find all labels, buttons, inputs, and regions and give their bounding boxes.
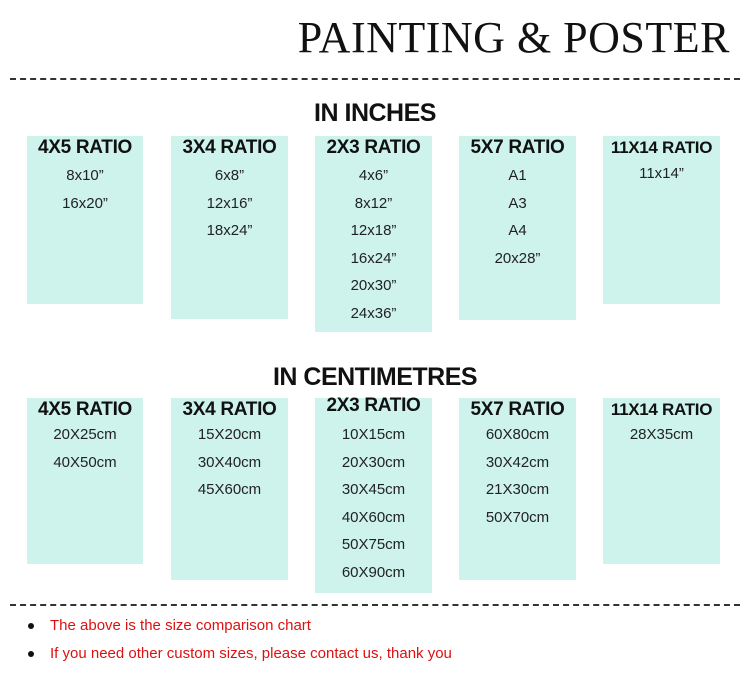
size-list [603, 160, 720, 188]
size-list [171, 162, 288, 245]
size-list [171, 421, 288, 504]
ratio-label: 2X3 RATIO [326, 395, 421, 416]
size-item: 30X40cm [197, 453, 262, 471]
size-item: 8x12” [354, 194, 393, 212]
size-list [315, 162, 432, 327]
size-item: A3 [508, 194, 527, 212]
size-item: 16x20” [62, 194, 108, 212]
size-item: A1 [508, 167, 527, 184]
size-list [459, 162, 576, 272]
size-list [315, 421, 432, 586]
size-item: 20x30” [350, 277, 397, 294]
size-item: 21X30cm [485, 481, 550, 498]
size-item: 15X20cm [197, 426, 262, 443]
size-item: 6x8” [214, 167, 245, 184]
size-item: 45X60cm [197, 481, 262, 498]
size-item: 60X90cm [341, 563, 406, 581]
ratio-label: 11X14 RATIO [610, 400, 713, 419]
section-title-inches: IN INCHES [314, 99, 436, 127]
size-item: 50X70cm [485, 508, 550, 526]
size-item: 11x14” [639, 165, 684, 182]
ratio-label: 3X4 RATIO [182, 399, 277, 420]
bullet-icon [28, 623, 34, 629]
size-item: 10X15cm [341, 426, 406, 443]
ratio-label: 5X7 RATIO [470, 399, 565, 420]
size-item: 12x18” [350, 222, 397, 239]
size-item: 12x16” [206, 194, 253, 212]
ratio-label: 3X4 RATIO [182, 137, 277, 158]
size-item: 40X50cm [53, 453, 117, 471]
size-list [27, 162, 143, 217]
size-list [27, 421, 143, 476]
size-item: 60X80cm [485, 426, 550, 443]
size-item: 50X75cm [341, 536, 406, 553]
size-item: 8x10” [66, 167, 104, 184]
size-item: 40X60cm [341, 508, 406, 526]
ratio-label: 5X7 RATIO [470, 137, 565, 158]
note-text: If you need other custom sizes, please contact us, thank you [50, 645, 452, 662]
size-item: 28X35cm [629, 426, 694, 443]
ratio-label: 2X3 RATIO [326, 137, 421, 158]
notes-list [28, 612, 452, 668]
size-list [603, 421, 720, 449]
size-item: 20x28” [494, 249, 541, 267]
size-item: 24x36” [350, 304, 397, 322]
size-item: 4x6” [358, 167, 389, 184]
size-item: A4 [508, 222, 527, 239]
size-item: 16x24” [350, 249, 397, 267]
size-item: 30X42cm [485, 453, 550, 471]
bullet-icon [28, 651, 34, 657]
note-text: The above is the size comparison chart [50, 617, 311, 634]
note-item [28, 612, 452, 640]
size-item: 20X30cm [341, 453, 406, 471]
size-list [459, 421, 576, 531]
size-item: 30X45cm [341, 481, 406, 498]
page-title: PAINTING & POSTER [297, 13, 730, 62]
size-item: 20X25cm [53, 426, 117, 443]
ratio-label: 11X14 RATIO [610, 138, 713, 157]
ratio-label: 4X5 RATIO [37, 137, 133, 158]
ratio-label: 4X5 RATIO [37, 399, 133, 420]
size-item: 18x24” [206, 222, 253, 239]
section-title-centimetres: IN CENTIMETRES [272, 363, 478, 391]
top-divider [10, 78, 740, 80]
note-item [28, 640, 452, 668]
bottom-divider [10, 604, 740, 606]
